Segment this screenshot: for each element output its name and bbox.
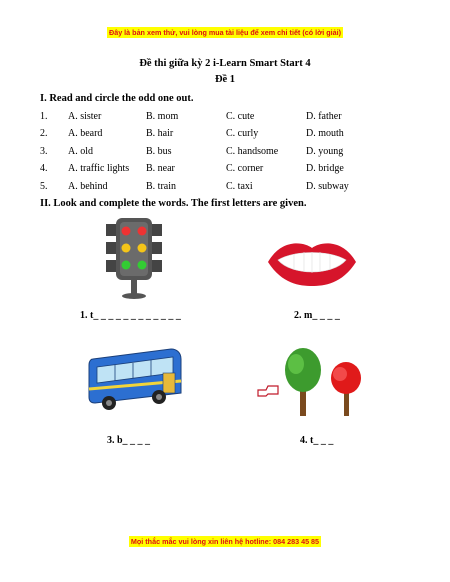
option-b: B. mom [146, 111, 179, 122]
option-d: D. bridge [306, 163, 344, 174]
answer-line-1: 1. t_ _ _ _ _ _ _ _ _ _ _ _ [80, 310, 181, 321]
question-number: 4. [40, 163, 48, 174]
question-row [40, 111, 420, 125]
question-number: 1. [40, 111, 48, 122]
preview-banner [0, 28, 450, 37]
option-b: B. hair [146, 128, 174, 139]
option-a: A. behind [68, 181, 108, 192]
answer-line-3: 3. b_ _ _ _ [107, 435, 151, 446]
option-a: A. traffic lights [68, 163, 130, 174]
section1-heading: I. Read and circle the odd one out. [40, 93, 194, 104]
answer-line-2: 2. m_ _ _ _ [294, 310, 340, 321]
trees-icon [256, 344, 376, 420]
hotline-text: Mọi thắc mắc vui lòng xin liên hệ hotline: 084 283 45 85 [130, 537, 320, 546]
mouth-icon [264, 236, 360, 288]
option-b: B. train [146, 181, 176, 192]
option-c: C. cute [226, 111, 255, 122]
preview-banner-text: Đây là bản xem thử, vui lòng mua tài liệu để xem chi tiết (có lời giải) [109, 28, 341, 37]
option-a: A. old [68, 146, 93, 157]
answer-line-4: 4. t_ _ _ [300, 435, 334, 446]
bus-icon [87, 345, 183, 413]
question-row [40, 146, 420, 160]
option-d: D. young [306, 146, 344, 157]
question-number: 5. [40, 181, 48, 192]
option-a: A. sister [68, 111, 102, 122]
option-c: C. corner [226, 163, 264, 174]
question-row [40, 128, 420, 142]
section2-heading: II. Look and complete the words. The first letters are given. [40, 198, 307, 209]
document-title: Đề thi giữa kỳ 2 i-Learn Smart Start 4 [139, 58, 311, 69]
option-c: C. handsome [226, 146, 279, 157]
option-b: B. bus [146, 146, 172, 157]
option-a: A. beard [68, 128, 103, 139]
question-row [40, 163, 420, 177]
option-d: D. father [306, 111, 342, 122]
traffic-light-icon [104, 216, 164, 300]
document-subtitle: Đề 1 [214, 74, 236, 85]
question-row [40, 181, 420, 195]
option-d: D. mouth [306, 128, 344, 139]
question-number: 2. [40, 128, 48, 139]
option-d: D. subway [306, 181, 349, 192]
option-c: C. taxi [226, 181, 253, 192]
option-c: C. curly [226, 128, 259, 139]
hotline-banner [0, 537, 450, 546]
pointing-hand-icon [258, 386, 278, 396]
option-b: B. near [146, 163, 175, 174]
question-number: 3. [40, 146, 48, 157]
